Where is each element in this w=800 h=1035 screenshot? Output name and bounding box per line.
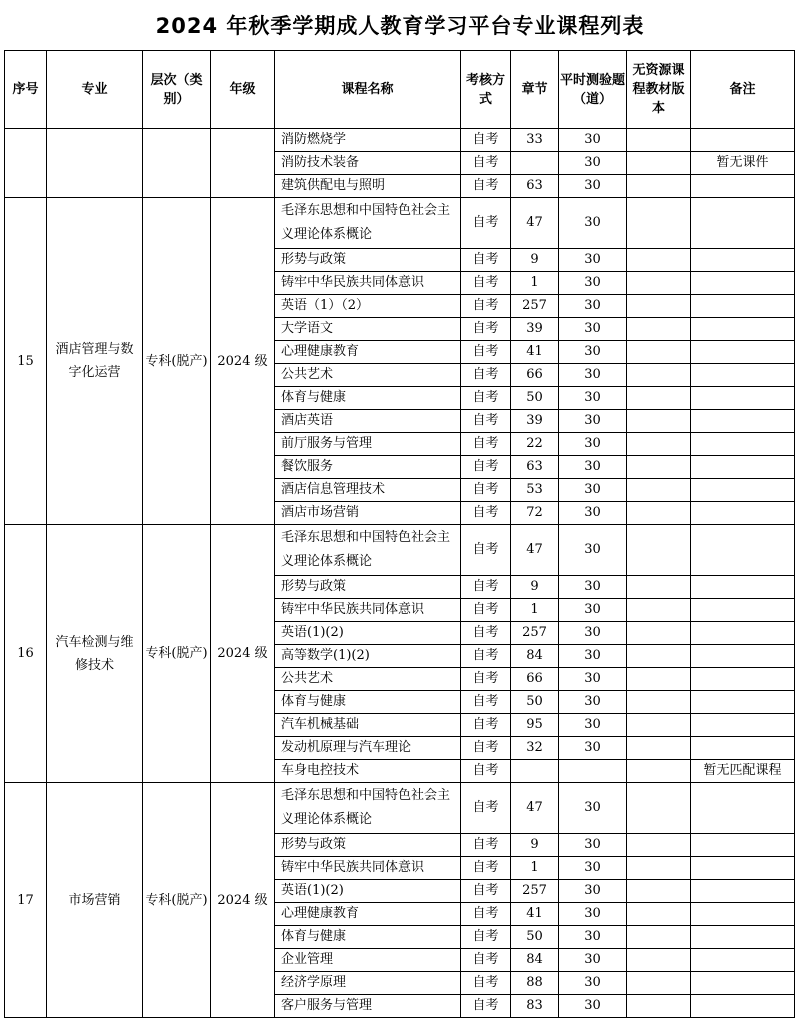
header-course: 课程名称	[275, 51, 461, 129]
exam-method-cell: 自考	[461, 949, 511, 972]
chapters-cell: 22	[511, 433, 559, 456]
course-name-cell: 铸牢中华民族共同体意识	[275, 857, 461, 880]
chapters-cell: 1	[511, 272, 559, 295]
course-name-cell: 高等数学(1)(2)	[275, 645, 461, 668]
quiz-count-cell: 30	[559, 995, 627, 1018]
quiz-count-cell: 30	[559, 152, 627, 175]
quiz-count-cell: 30	[559, 364, 627, 387]
remark-cell	[691, 410, 795, 433]
exam-method-cell: 自考	[461, 272, 511, 295]
quiz-count-cell: 30	[559, 387, 627, 410]
quiz-count-cell: 30	[559, 410, 627, 433]
no-resource-cell	[627, 737, 691, 760]
remark-cell	[691, 926, 795, 949]
remark-cell	[691, 456, 795, 479]
grade-cell	[211, 129, 275, 198]
header-remark: 备注	[691, 51, 795, 129]
chapters-cell: 50	[511, 387, 559, 410]
chapters-cell: 39	[511, 410, 559, 433]
no-resource-cell	[627, 949, 691, 972]
chapters-cell	[511, 152, 559, 175]
chapters-cell: 50	[511, 926, 559, 949]
no-resource-cell	[627, 456, 691, 479]
remark-cell	[691, 783, 795, 834]
no-resource-cell	[627, 714, 691, 737]
remark-cell	[691, 714, 795, 737]
chapters-cell: 63	[511, 456, 559, 479]
exam-method-cell: 自考	[461, 341, 511, 364]
course-name-cell: 酒店信息管理技术	[275, 479, 461, 502]
exam-method-cell: 自考	[461, 525, 511, 576]
remark-cell	[691, 668, 795, 691]
no-resource-cell	[627, 834, 691, 857]
course-name-cell: 经济学原理	[275, 972, 461, 995]
no-resource-cell	[627, 272, 691, 295]
quiz-count-cell: 30	[559, 341, 627, 364]
quiz-count-cell	[559, 760, 627, 783]
exam-method-cell: 自考	[461, 198, 511, 249]
remark-cell	[691, 198, 795, 249]
header-chapters: 章节	[511, 51, 559, 129]
quiz-count-cell: 30	[559, 714, 627, 737]
chapters-cell: 47	[511, 783, 559, 834]
exam-method-cell: 自考	[461, 857, 511, 880]
course-name-cell: 大学语文	[275, 318, 461, 341]
quiz-count-cell: 30	[559, 949, 627, 972]
quiz-count-cell: 30	[559, 783, 627, 834]
seq-cell	[5, 129, 47, 198]
remark-cell	[691, 364, 795, 387]
quiz-count-cell: 30	[559, 129, 627, 152]
course-name-cell: 汽车机械基础	[275, 714, 461, 737]
course-name-cell: 建筑供配电与照明	[275, 175, 461, 198]
no-resource-cell	[627, 995, 691, 1018]
grade-cell: 2024 级	[211, 198, 275, 525]
chapters-cell: 257	[511, 622, 559, 645]
seq-cell: 17	[5, 783, 47, 1018]
table-row	[5, 129, 795, 152]
chapters-cell: 50	[511, 691, 559, 714]
remark-cell	[691, 880, 795, 903]
remark-cell	[691, 341, 795, 364]
no-resource-cell	[627, 783, 691, 834]
exam-method-cell: 自考	[461, 456, 511, 479]
quiz-count-cell: 30	[559, 926, 627, 949]
header-grade: 年级	[211, 51, 275, 129]
exam-method-cell: 自考	[461, 737, 511, 760]
quiz-count-cell: 30	[559, 857, 627, 880]
exam-method-cell: 自考	[461, 691, 511, 714]
remark-cell	[691, 433, 795, 456]
remark-cell	[691, 502, 795, 525]
course-name-cell: 客户服务与管理	[275, 995, 461, 1018]
no-resource-cell	[627, 479, 691, 502]
course-name-cell: 英语(1)(2)	[275, 622, 461, 645]
chapters-cell: 1	[511, 599, 559, 622]
table-body	[5, 129, 795, 1018]
exam-method-cell: 自考	[461, 668, 511, 691]
exam-method-cell: 自考	[461, 714, 511, 737]
seq-cell: 16	[5, 525, 47, 783]
chapters-cell: 47	[511, 525, 559, 576]
exam-method-cell: 自考	[461, 502, 511, 525]
remark-cell	[691, 387, 795, 410]
exam-method-cell: 自考	[461, 834, 511, 857]
remark-cell: 暂无匹配课程	[691, 760, 795, 783]
major-cell: 市场营销	[47, 783, 143, 1018]
course-name-cell: 毛泽东思想和中国特色社会主义理论体系概论	[275, 525, 461, 576]
exam-method-cell: 自考	[461, 249, 511, 272]
exam-method-cell: 自考	[461, 903, 511, 926]
chapters-cell: 88	[511, 972, 559, 995]
quiz-count-cell: 30	[559, 479, 627, 502]
remark-cell	[691, 834, 795, 857]
remark-cell: 暂无课件	[691, 152, 795, 175]
grade-cell: 2024 级	[211, 783, 275, 1018]
no-resource-cell	[627, 198, 691, 249]
course-name-cell: 形势与政策	[275, 576, 461, 599]
quiz-count-cell: 30	[559, 668, 627, 691]
no-resource-cell	[627, 576, 691, 599]
level-cell: 专科(脱产)	[143, 525, 211, 783]
chapters-cell: 9	[511, 834, 559, 857]
course-name-cell: 酒店市场营销	[275, 502, 461, 525]
exam-method-cell: 自考	[461, 152, 511, 175]
seq-cell: 15	[5, 198, 47, 525]
remark-cell	[691, 175, 795, 198]
exam-method-cell: 自考	[461, 295, 511, 318]
exam-method-cell: 自考	[461, 995, 511, 1018]
exam-method-cell: 自考	[461, 645, 511, 668]
quiz-count-cell: 30	[559, 433, 627, 456]
chapters-cell	[511, 760, 559, 783]
exam-method-cell: 自考	[461, 783, 511, 834]
exam-method-cell: 自考	[461, 576, 511, 599]
chapters-cell: 63	[511, 175, 559, 198]
chapters-cell: 84	[511, 949, 559, 972]
exam-method-cell: 自考	[461, 760, 511, 783]
remark-cell	[691, 272, 795, 295]
remark-cell	[691, 972, 795, 995]
quiz-count-cell: 30	[559, 272, 627, 295]
exam-method-cell: 自考	[461, 972, 511, 995]
no-resource-cell	[627, 903, 691, 926]
remark-cell	[691, 479, 795, 502]
grade-cell: 2024 级	[211, 525, 275, 783]
chapters-cell: 41	[511, 903, 559, 926]
major-cell: 酒店管理与数字化运营	[47, 198, 143, 525]
course-name-cell: 消防燃烧学	[275, 129, 461, 152]
no-resource-cell	[627, 668, 691, 691]
remark-cell	[691, 903, 795, 926]
no-resource-cell	[627, 926, 691, 949]
course-name-cell: 餐饮服务	[275, 456, 461, 479]
table-header-row	[5, 51, 795, 129]
quiz-count-cell: 30	[559, 903, 627, 926]
header-exam: 考核方式	[461, 51, 511, 129]
exam-method-cell: 自考	[461, 433, 511, 456]
no-resource-cell	[627, 880, 691, 903]
course-name-cell: 毛泽东思想和中国特色社会主义理论体系概论	[275, 783, 461, 834]
no-resource-cell	[627, 502, 691, 525]
course-name-cell: 铸牢中华民族共同体意识	[275, 272, 461, 295]
course-name-cell: 铸牢中华民族共同体意识	[275, 599, 461, 622]
exam-method-cell: 自考	[461, 926, 511, 949]
course-name-cell: 形势与政策	[275, 249, 461, 272]
no-resource-cell	[627, 364, 691, 387]
remark-cell	[691, 691, 795, 714]
quiz-count-cell: 30	[559, 456, 627, 479]
quiz-count-cell: 30	[559, 175, 627, 198]
course-name-cell: 体育与健康	[275, 926, 461, 949]
exam-method-cell: 自考	[461, 318, 511, 341]
no-resource-cell	[627, 691, 691, 714]
exam-method-cell: 自考	[461, 599, 511, 622]
no-resource-cell	[627, 857, 691, 880]
chapters-cell: 9	[511, 576, 559, 599]
table-row	[5, 198, 795, 249]
no-resource-cell	[627, 387, 691, 410]
remark-cell	[691, 599, 795, 622]
quiz-count-cell: 30	[559, 318, 627, 341]
no-resource-cell	[627, 433, 691, 456]
page-title: 2024 年秋季学期成人教育学习平台专业课程列表	[155, 14, 645, 38]
no-resource-cell	[627, 760, 691, 783]
remark-cell	[691, 995, 795, 1018]
no-resource-cell	[627, 152, 691, 175]
chapters-cell: 72	[511, 502, 559, 525]
quiz-count-cell: 30	[559, 737, 627, 760]
course-name-cell: 英语(1)(2)	[275, 880, 461, 903]
remark-cell	[691, 295, 795, 318]
exam-method-cell: 自考	[461, 129, 511, 152]
remark-cell	[691, 949, 795, 972]
course-name-cell: 公共艺术	[275, 364, 461, 387]
level-cell	[143, 129, 211, 198]
course-name-cell: 心理健康教育	[275, 341, 461, 364]
no-resource-cell	[627, 410, 691, 433]
no-resource-cell	[627, 972, 691, 995]
no-resource-cell	[627, 318, 691, 341]
chapters-cell: 33	[511, 129, 559, 152]
course-name-cell: 心理健康教育	[275, 903, 461, 926]
course-name-cell: 车身电控技术	[275, 760, 461, 783]
course-name-cell: 企业管理	[275, 949, 461, 972]
quiz-count-cell: 30	[559, 972, 627, 995]
remark-cell	[691, 318, 795, 341]
chapters-cell: 39	[511, 318, 559, 341]
no-resource-cell	[627, 295, 691, 318]
quiz-count-cell: 30	[559, 645, 627, 668]
chapters-cell: 84	[511, 645, 559, 668]
remark-cell	[691, 129, 795, 152]
chapters-cell: 9	[511, 249, 559, 272]
course-name-cell: 酒店英语	[275, 410, 461, 433]
remark-cell	[691, 857, 795, 880]
course-name-cell: 体育与健康	[275, 387, 461, 410]
exam-method-cell: 自考	[461, 622, 511, 645]
quiz-count-cell: 30	[559, 834, 627, 857]
quiz-count-cell: 30	[559, 599, 627, 622]
exam-method-cell: 自考	[461, 364, 511, 387]
exam-method-cell: 自考	[461, 880, 511, 903]
level-cell: 专科(脱产)	[143, 783, 211, 1018]
chapters-cell: 257	[511, 880, 559, 903]
no-resource-cell	[627, 622, 691, 645]
no-resource-cell	[627, 175, 691, 198]
no-resource-cell	[627, 525, 691, 576]
remark-cell	[691, 249, 795, 272]
no-resource-cell	[627, 599, 691, 622]
chapters-cell: 32	[511, 737, 559, 760]
table-row	[5, 783, 795, 834]
quiz-count-cell: 30	[559, 249, 627, 272]
exam-method-cell: 自考	[461, 410, 511, 433]
no-resource-cell	[627, 645, 691, 668]
quiz-count-cell: 30	[559, 622, 627, 645]
quiz-count-cell: 30	[559, 880, 627, 903]
course-table	[4, 50, 795, 1018]
chapters-cell: 47	[511, 198, 559, 249]
course-name-cell: 公共艺术	[275, 668, 461, 691]
quiz-count-cell: 30	[559, 691, 627, 714]
chapters-cell: 83	[511, 995, 559, 1018]
quiz-count-cell: 30	[559, 502, 627, 525]
remark-cell	[691, 622, 795, 645]
remark-cell	[691, 525, 795, 576]
table-row	[5, 525, 795, 576]
quiz-count-cell: 30	[559, 525, 627, 576]
header-no-resource: 无资源课程教材版本	[627, 51, 691, 129]
exam-method-cell: 自考	[461, 387, 511, 410]
level-cell: 专科(脱产)	[143, 198, 211, 525]
remark-cell	[691, 737, 795, 760]
quiz-count-cell: 30	[559, 295, 627, 318]
no-resource-cell	[627, 341, 691, 364]
chapters-cell: 1	[511, 857, 559, 880]
major-cell: 汽车检测与维修技术	[47, 525, 143, 783]
course-name-cell: 前厅服务与管理	[275, 433, 461, 456]
course-name-cell: 毛泽东思想和中国特色社会主义理论体系概论	[275, 198, 461, 249]
remark-cell	[691, 576, 795, 599]
exam-method-cell: 自考	[461, 175, 511, 198]
quiz-count-cell: 30	[559, 198, 627, 249]
chapters-cell: 41	[511, 341, 559, 364]
course-name-cell: 英语（1）（2）	[275, 295, 461, 318]
course-name-cell: 消防技术装备	[275, 152, 461, 175]
chapters-cell: 66	[511, 364, 559, 387]
header-seq: 序号	[5, 51, 47, 129]
header-quiz: 平时测验题（道）	[559, 51, 627, 129]
quiz-count-cell: 30	[559, 576, 627, 599]
course-name-cell: 体育与健康	[275, 691, 461, 714]
remark-cell	[691, 645, 795, 668]
header-level: 层次（类别）	[143, 51, 211, 129]
chapters-cell: 257	[511, 295, 559, 318]
chapters-cell: 66	[511, 668, 559, 691]
chapters-cell: 53	[511, 479, 559, 502]
no-resource-cell	[627, 129, 691, 152]
no-resource-cell	[627, 249, 691, 272]
major-cell	[47, 129, 143, 198]
course-name-cell: 发动机原理与汽车理论	[275, 737, 461, 760]
header-major: 专业	[47, 51, 143, 129]
exam-method-cell: 自考	[461, 479, 511, 502]
course-name-cell: 形势与政策	[275, 834, 461, 857]
chapters-cell: 95	[511, 714, 559, 737]
